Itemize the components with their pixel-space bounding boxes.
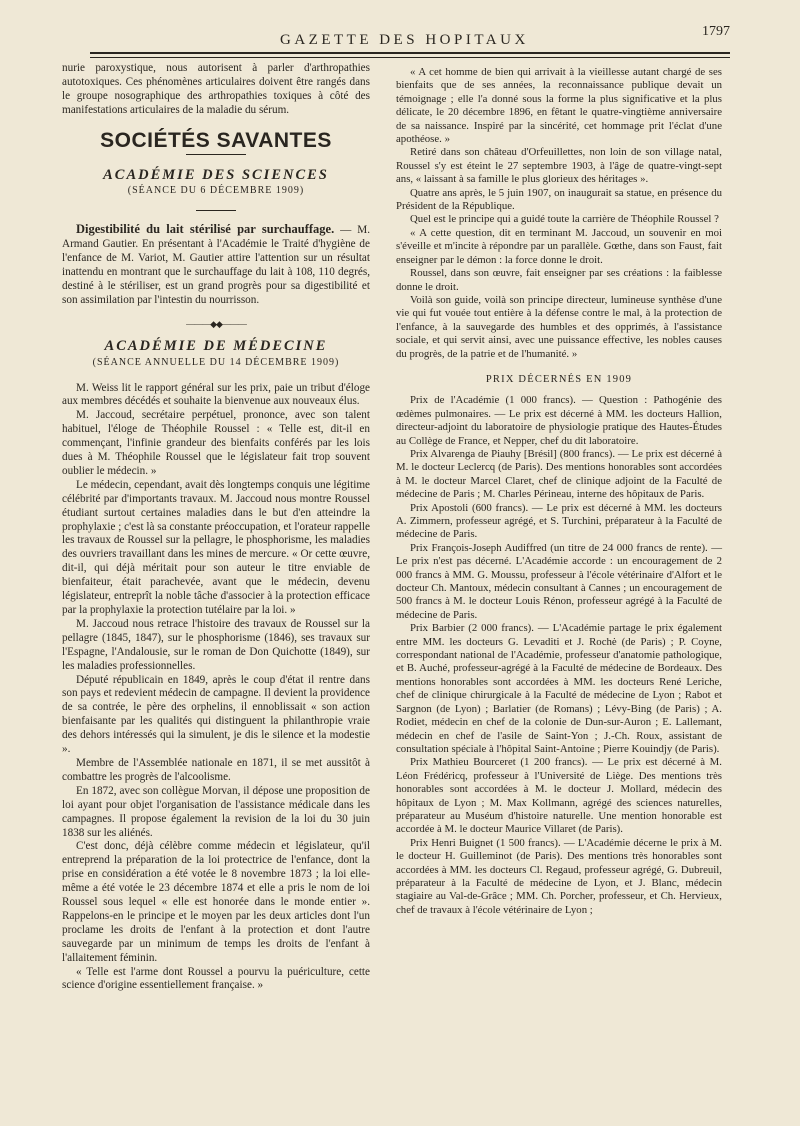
prize-paragraph: Prix Henri Buignet (1 500 francs). — L'Académie décerne le prix à M. le docteur H. Guilleminot (de Paris). Des mentions très honorables sont accordées à MM. les docteurs Cl. Regaud, professeur agrégé, G. Dubreuil, préparateur à la Faculté de médecine de Lyon, et J. Blanc, médecin stagiaire au Val-de-Grâce ; MM. Ch. Porcher, professeur, et Ch. Hervieux, chef de travaux à l'école vétérinaire de Lyon ; <box>396 836 722 916</box>
body-paragraph: Voilà son guide, voilà son principe directeur, lumineuse synthèse d'une vie qui fut vouée tout entière à la défense contre le mal, à la protection de l'enfance, à la sauvegarde des humbles et des opprimés, à l'assistance sociale, et qui servit ainsi, avec une puissance effective, les nobles causes du progrès, de la patrie et de l'humanité. » <box>396 293 722 360</box>
page-header <box>90 24 730 54</box>
body-paragraph: « A cet homme de bien qui arrivait à la vieillesse autant chargé de ses bienfaits que de ses années, la reconnaissance publique devait un témoignage ; elle l'a donné sous la forme la plus significative et la plus délicate, le 20 décembre 1896, en fêtant le quatre-vingtième anniversaire de sa naissance. Inspiré par la sincérité, cet hommage prit l'éclat d'une apothéose. » <box>396 66 722 146</box>
academie-sciences-session: (SÉANCE DU 6 DÉCEMBRE 1909) <box>127 185 305 197</box>
body-paragraph: M. Jaccoud nous retrace l'histoire des travaux de Roussel sur la pellagre (1845, 1847), sur le phosphorisme (1846), ses travaux sur l'Espagne, l'Andalousie, sur le roman de Don Quichotte (1849), sur les maladies professionnelles. <box>62 617 370 672</box>
prize-paragraph: Prix Barbier (2 000 francs). — L'Académie partage le prix également entre MM. les docteurs G. Levaditi et J. Rochė (de Paris) ; P. Coyne, correspondant national de l'Académie, professeur d'anatomie pathologique, et B. Auché, professeur-agrégé à la Faculté de médecine de Bordeaux. Des mentions honorables sont accordées à MM. les docteurs René Leriche, chef de clinique chirurgicale à la Faculté de médecine de Lyon ; Rabot et Sargnon (de Lyon) ; Barlatier (de Romans) ; Lévy-Bing (de Paris) ; A. Rodiet, médecin en chef de la colonie de Dun-sur-Auron ; E. Lallemant, médecin en chef de l'asile de Saint-Yon ; J.-Ch. Roux, assistant de consultation spéciale à l'hôpital Saint-Antoine ; Pierre Kouindjy (de Paris). <box>396 622 722 755</box>
prize-paragraph: Prix Apostoli (600 francs). — Le prix est décerné à MM. les docteurs A. Zimmern, professeur agrégé, et S. Turchini, préparateur à la Faculté de médecine de Paris. <box>396 501 722 541</box>
body-paragraph: Roussel, dans son œuvre, fait enseigner par ses créations : la faiblesse donne le droit. <box>396 267 722 293</box>
prize-paragraph: Prix de l'Académie (1 000 francs). — Question : Pathogénie des œdèmes pulmonaires. — Le prix est décerné à MM. les docteurs Hallion, directeur-adjoint du laboratoire de physiologie pratique des Hautes-Études au Collège de France, et Nepper, chef du dit laboratoire. <box>396 394 722 447</box>
body-paragraph: « Telle est l'arme dont Roussel a pourvu la puériculture, cette science d'origine essentiellement française. » <box>62 965 370 992</box>
body-paragraph: M. Weiss lit le rapport général sur les prix, paie un tribut d'éloge aux membres décédés et souhaite la bienvenue aux nouveaux élus. <box>62 381 370 408</box>
body-paragraph: En 1872, avec son collègue Morvan, il dépose une proposition de loi ayant pour objet l'organisation de l'assistance médicale dans les campagnes. Il propose également la revision de la loi du 30 juin 1838 sur les aliénés. <box>62 784 370 839</box>
header-rule-thin <box>90 57 730 58</box>
academie-medecine-title: ACADÉMIE DE MÉDECINE <box>104 337 328 354</box>
page-number: 1797 <box>702 24 730 39</box>
body-paragraph: Quel est le principe qui a guidé toute la carrière de Théophile Roussel ? <box>410 213 719 226</box>
body-paragraph: Le médecin, cependant, avait dès longtemps conquis une légitime célébrité par d'importants travaux. M. Jaccoud nous montre Roussel étudiant surtout certaines maladies dans le but d'en atteindre la prophylaxie ; c'est là sa constante préoccupation, et l'orateur rappelle les travaux de Roussel sur la pellagre, le phosphorisme, les maladies des ouvriers travaillant dans les mines de mercure. « Or cette œuvre, dit-il, qui déjà méritait pour son auteur le titre enviable de bienfaiteur, était parachevée, avant que le médecin, devenu législateur, entreprît la noble tâche d'associer à la protection efficace par la prophylaxie la protection tutélaire par la loi. » <box>62 478 370 616</box>
ornament-divider: ———◆◆——— <box>186 318 246 329</box>
body-paragraph: Retiré dans son château d'Orfeuillettes, non loin de son village natal, Roussel s'y est éteint le 27 septembre 1903, à l'âge de quatre-vingt-sept ans, « laissant à sa famille le plus glorieux des héritages ». <box>396 146 722 186</box>
article-body: — M. Armand Gautier. En présentant à l'Académie le Traité d'hygiène de l'enfance de M. Variot, M. Gautier attire l'attention sur un résultat inattendu en montrant que le surchauffage du lait à 108, 110 degrés, destiné à le stériliser, est un grand progrès pour sa digestibilité et son assimilation par l'intestin du nourrisson. <box>62 224 370 306</box>
header-rule <box>90 52 730 54</box>
article-paragraph <box>62 223 370 307</box>
prize-paragraph: Prix François-Joseph Audiffred (un titre de 24 000 francs de rente). — Le prix n'est pas décerné. L'Académie accorde : un encouragement de 2 000 francs à MM. G. Moussu, professeur à l'école vétérinaire d'Alfort et le docteur Ch. Mantoux, médecin consultant à Cannes ; un encouragement de 500 francs à M. le docteur Louis Rénon, professeur agrégé à la Faculté de médecine de Paris. <box>396 541 722 621</box>
section-title: SOCIÉTÉS SAVANTES <box>100 128 332 152</box>
prizes-title: PRIX DÉCERNÉS EN 1909 <box>485 373 633 385</box>
article-title: Digestibilité du lait stérilisé par surchauffage. <box>76 222 335 237</box>
journal-title: GAZETTE DES HOPITAUX <box>280 32 529 48</box>
body-paragraph: Membre de l'Assemblée nationale en 1871, il se met aussitôt à combattre les progrès de l'alcoolisme. <box>62 756 370 783</box>
short-rule <box>196 210 236 211</box>
prize-paragraph: Prix Alvarenga de Piauhy [Brésil] (800 francs). — Le prix est décerné à M. le docteur Leclercq (de Paris). Des mentions honorables sont accordées à M. le docteur Marcel Claret, chef de clinique adjoint de la Faculté de médecine de Paris ; M. Charles Périneau, interne des hôpitaux de Paris. <box>396 447 722 501</box>
section-rule <box>186 154 246 155</box>
body-paragraph: M. Jaccoud, secrétaire perpétuel, prononce, avec son talent habituel, l'éloge de Théophile Roussel : « Telle est, dit-il en commençant, l'infinie grandeur des bienfaits conférés par les lois dues à M. Théophile Roussel que le législateur fait trop souvent oublier le médecin. » <box>62 409 370 477</box>
academie-sciences-title: ACADÉMIE DES SCIENCES <box>103 166 329 183</box>
body-paragraph: « A cette question, dit en terminant M. Jaccoud, un souvenir en moi s'éveille et m'incite à répondre par un parallèle. Gœthe, dans son Faust, fait enseigner par le démon : la force donne le droit. <box>396 226 722 266</box>
body-paragraph: Député républicain en 1849, après le coup d'état il rentre dans son pays et redevient médecin de campagne. Il devient la providence de sa contrée, le père des orphelins, il ennoblissait « son action bienfaisante par les qualités qui distinguent la philanthropie vraie des dehors intéressés qui la simulent, je dis le silence et la modestie ». <box>62 673 370 756</box>
right-column <box>396 66 722 917</box>
body-paragraph: Quatre ans après, le 5 juin 1907, on inaugurait sa statue, en présence du Président de la République. <box>396 186 722 213</box>
body-paragraph: C'est donc, déjà célèbre comme médecin et législateur, qu'il entreprend la préparation de la loi protectrice de l'enfance, dont la prise en considération a été votée le 8 novembre 1873 ; la loi elle-même a été votée le 23 décembre 1874 et elle a pris le nom de loi Roussel sous lequel « elle est honorée dans le monde entier ». Rappelons-en le principe et le moyen par les deux articles dont l'un proclame les droits de l'enfant à la protection et dont l'autre sauvegarde par un minimum de temps les droits de l'enfant à l'allaitement féminin. <box>62 840 370 964</box>
left-column <box>62 62 370 993</box>
academie-medecine-session: (SÉANCE ANNUELLE DU 14 DÉCEMBRE 1909) <box>92 356 340 368</box>
intro-paragraph: nurie paroxystique, nous autorisent à parler d'arthropathies autotoxiques. Ces phénomènes articulaires doivent être rangés dans le groupe nosographique des arthropathies toxiques à côté des manifestations articulaires de la maladie du sérum. <box>62 62 370 116</box>
prize-paragraph: Prix Mathieu Bourceret (1 200 francs). — Le prix est décerné à M. Léon Frédéricq, professeur à l'Université de Liège. Des mentions très honorables sont accordées à M. le docteur J. Mollard, médecin des hôpitaux de Lyon ; M. Max Kollmann, agrégé des sciences naturelles, préparateur au Muséum d'histoire naturelle. Une mention honorable est accordée à M. le docteur Maurice Villaret (de Paris). <box>396 756 722 836</box>
